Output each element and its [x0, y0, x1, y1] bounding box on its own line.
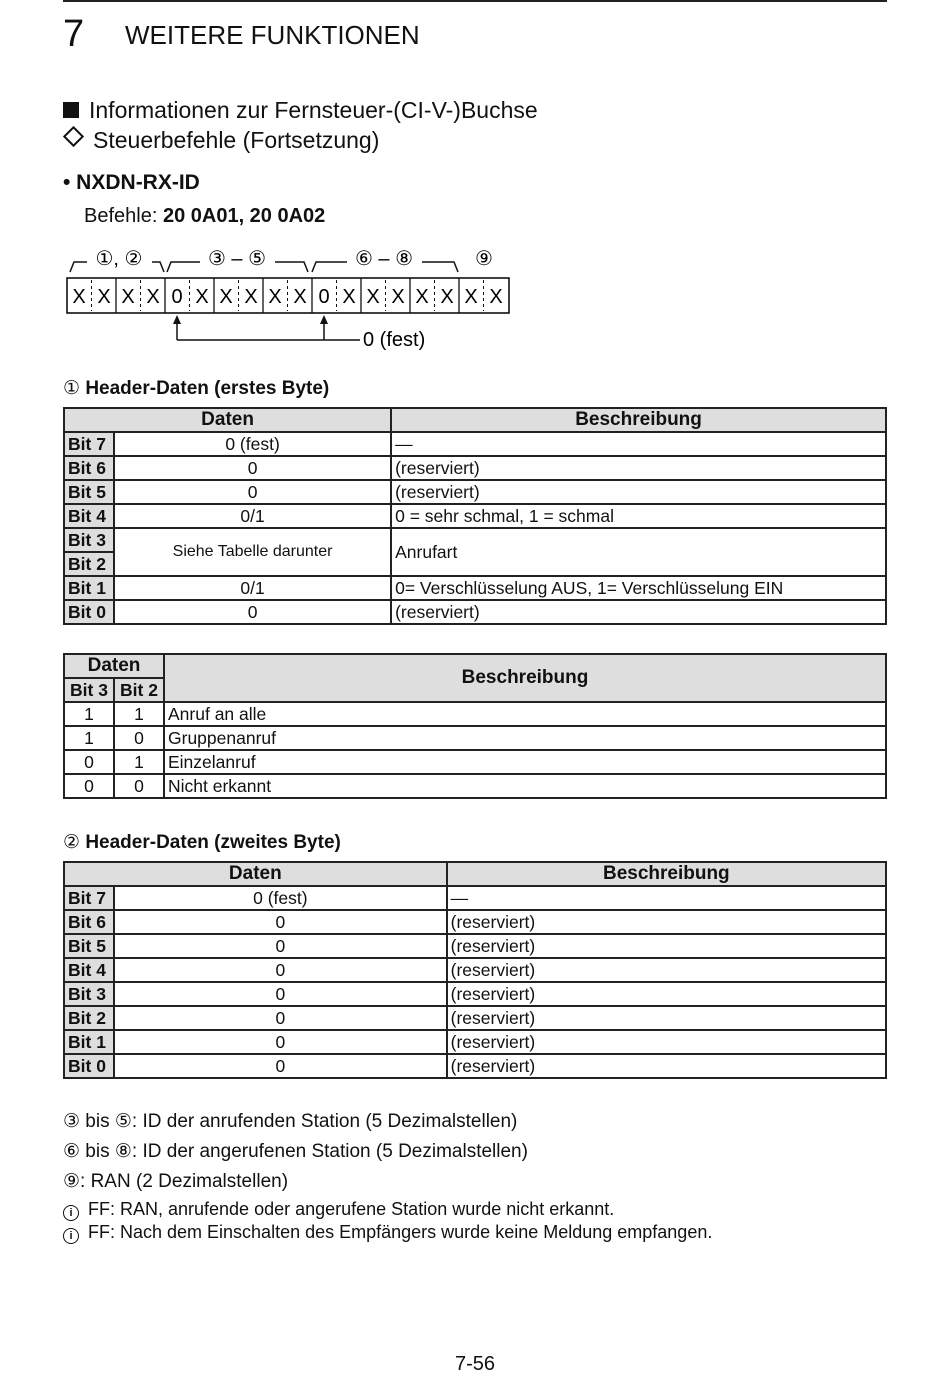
bit-desc: (reserviert): [391, 456, 886, 480]
call-type-table: [63, 653, 887, 799]
section-title: [63, 96, 538, 124]
info-note-1: [63, 1198, 614, 1221]
bit-label: Bit 2: [64, 552, 114, 576]
bit-desc: (reserviert): [447, 910, 886, 934]
col-daten: Daten: [64, 408, 391, 432]
table-row: [64, 1006, 886, 1030]
bit-value: 0: [114, 1006, 447, 1030]
bit-label: Bit 1: [64, 1030, 114, 1054]
bit2-value: 0: [114, 726, 164, 750]
bit-desc: 0= Verschlüsselung AUS, 1= Verschlüsselung EIN: [391, 576, 886, 600]
table-row: [64, 1030, 886, 1054]
byte-cell: X: [121, 286, 135, 308]
byte-cell: X: [97, 286, 111, 308]
bit3-value: 0: [64, 750, 114, 774]
fixed-label: 0 (fest): [363, 329, 426, 351]
bit-value: 0: [114, 480, 391, 504]
table-row: [64, 982, 886, 1006]
bracket-group3-left: [312, 262, 347, 272]
col-bit3: Bit 3: [64, 678, 114, 702]
byte-cell: X: [72, 286, 86, 308]
byte-cell: X: [489, 286, 503, 308]
bit-desc: (reserviert): [447, 1006, 886, 1030]
byte-cell: X: [293, 286, 307, 308]
bit-label: Bit 4: [64, 504, 114, 528]
group4-label: ⑨: [475, 248, 493, 270]
table-row: [64, 600, 886, 624]
bit-desc: (reserviert): [447, 982, 886, 1006]
byte-separators: [116, 278, 459, 313]
table1-title-text: Header-Daten (erstes Byte): [85, 378, 330, 399]
byte-cell: X: [342, 286, 356, 308]
byte-cell: X: [268, 286, 282, 308]
bit3-value: 1: [64, 702, 114, 726]
table1-title-circle: ①: [63, 378, 81, 399]
group1-label: ①, ②: [95, 248, 143, 270]
header-rule: [63, 0, 887, 2]
table3-title: [63, 831, 341, 855]
byte-cell: X: [195, 286, 209, 308]
bit-value: 0: [114, 910, 447, 934]
bit-desc: —: [391, 432, 886, 456]
table-row: [64, 910, 886, 934]
bit-desc: —: [447, 886, 886, 910]
bit-value: 0: [114, 958, 447, 982]
col-beschreibung: Beschreibung: [164, 654, 886, 702]
bit3-value: 0: [64, 774, 114, 798]
bit-desc: 0 = sehr schmal, 1 = schmal: [391, 504, 886, 528]
page-number: 7-56: [454, 1353, 496, 1375]
bit-label: Bit 0: [64, 1054, 114, 1078]
bit-value: 0: [114, 934, 447, 958]
bit-desc: Anrufart: [391, 528, 886, 576]
table-row: [64, 958, 886, 982]
info-note-text: FF: Nach dem Einschalten des Empfängers wurde keine Meldung empfangen.: [88, 1222, 713, 1242]
section-title-text: Informationen zur Fernsteuer-(CI-V-)Buchse: [89, 97, 538, 123]
table-row: [64, 576, 886, 600]
info-icon: i: [63, 1205, 79, 1221]
col-bit2: Bit 2: [114, 678, 164, 702]
command-codes: 20 0A01, 20 0A02: [162, 205, 326, 227]
bit-label: Bit 1: [64, 576, 114, 600]
byte-cell: X: [146, 286, 160, 308]
table-row: [64, 774, 886, 798]
col-beschreibung: Beschreibung: [391, 408, 886, 432]
bit-desc: (reserviert): [447, 958, 886, 982]
table-row: [64, 726, 886, 750]
info-note-text: FF: RAN, anrufende oder angerufene Station wurde nicht erkannt.: [88, 1199, 615, 1219]
byte-cell: X: [391, 286, 405, 308]
bit-label: Bit 0: [64, 600, 114, 624]
call-type-desc: Anruf an alle: [164, 702, 886, 726]
bit-label: Bit 7: [64, 432, 114, 456]
col-daten: Daten: [64, 862, 447, 886]
byte-cell: X: [219, 286, 233, 308]
header-byte2-table: [63, 861, 887, 1079]
call-type-desc: Gruppenanruf: [164, 726, 886, 750]
black-square-icon: [63, 102, 79, 118]
section-subtitle-text: Steuerbefehle (Fortsetzung): [93, 127, 380, 153]
bit2-value: 1: [114, 750, 164, 774]
byte-cell: X: [415, 286, 429, 308]
arrow-head-2: [320, 315, 328, 324]
bracket-group2-left: [167, 262, 200, 272]
table-row: [64, 528, 886, 552]
bit-label: Bit 6: [64, 910, 114, 934]
bit3-value: 1: [64, 726, 114, 750]
info-note-2: [63, 1221, 712, 1244]
bit-value: 0: [114, 1030, 447, 1054]
group3-label: ⑥ – ⑧: [354, 248, 414, 270]
note-ran: ⑨: RAN (2 Dezimalstellen): [63, 1171, 289, 1192]
bit-label: Bit 3: [64, 982, 114, 1006]
bit-value: 0/1: [114, 504, 391, 528]
table-row: [64, 750, 886, 774]
table-row: [64, 432, 886, 456]
bit-value: 0/1: [114, 576, 391, 600]
command-name: • NXDN-RX-ID: [63, 171, 200, 194]
call-type-desc: Nicht erkannt: [164, 774, 886, 798]
table1-title: [63, 377, 329, 401]
byte-cell: 0: [171, 286, 183, 308]
bit-desc: (reserviert): [391, 600, 886, 624]
table-row: [64, 886, 886, 910]
bit-value: 0 (fest): [114, 432, 391, 456]
byte-cell: X: [366, 286, 380, 308]
bit-desc: (reserviert): [447, 934, 886, 958]
table-row: [64, 702, 886, 726]
section-subtitle: [63, 126, 379, 154]
bit-value: Siehe Tabelle darunter: [114, 528, 391, 576]
fixed-zero-arrows: [177, 320, 360, 340]
bracket-group2-right: [275, 262, 308, 272]
command-line: [84, 203, 325, 229]
bit-value: 0: [114, 456, 391, 480]
bit-label: Bit 3: [64, 528, 114, 552]
call-type-desc: Einzelanruf: [164, 750, 886, 774]
bit2-value: 1: [114, 702, 164, 726]
bit2-value: 0: [114, 774, 164, 798]
col-daten: Daten: [64, 654, 164, 678]
byte-cell: 0: [318, 286, 330, 308]
table-row: [64, 1054, 886, 1078]
chapter-title: WEITERE FUNKTIONEN: [125, 20, 420, 50]
byte-cell: X: [464, 286, 478, 308]
bit-label: Bit 4: [64, 958, 114, 982]
diamond-outline-icon: [63, 126, 84, 147]
bracket-group3-right: [422, 262, 458, 272]
note-called-id: ⑥ bis ⑧: ID der angerufenen Station (5 Dezimalstellen): [63, 1141, 528, 1162]
byte-layout-diagram: [62, 238, 522, 354]
table3-title-text: Header-Daten (zweites Byte): [85, 832, 341, 853]
bracket-group1-right: [152, 262, 164, 272]
command-prefix: Befehle:: [84, 205, 163, 227]
group2-label: ③ – ⑤: [207, 248, 267, 270]
bit-value: 0: [114, 600, 391, 624]
bit-desc: (reserviert): [447, 1054, 886, 1078]
bit-desc: (reserviert): [391, 480, 886, 504]
table-row: [64, 934, 886, 958]
bit-value: 0: [114, 982, 447, 1006]
table3-title-circle: ②: [63, 832, 81, 853]
info-icon: i: [63, 1228, 79, 1244]
table-row: [64, 504, 886, 528]
col-beschreibung: Beschreibung: [447, 862, 886, 886]
header-byte1-table: [63, 407, 887, 625]
table-row: [64, 480, 886, 504]
byte-cell: X: [440, 286, 454, 308]
bit-label: Bit 5: [64, 934, 114, 958]
bit-value: 0: [114, 1054, 447, 1078]
arrow-head-1: [173, 315, 181, 324]
bit-value: 0 (fest): [114, 886, 447, 910]
bit-label: Bit 7: [64, 886, 114, 910]
bit-label: Bit 5: [64, 480, 114, 504]
note-caller-id: ③ bis ⑤: ID der anrufenden Station (5 Dezimalstellen): [63, 1111, 518, 1132]
byte-cell: X: [244, 286, 258, 308]
bit-label: Bit 6: [64, 456, 114, 480]
bracket-group1-left: [70, 262, 87, 272]
chapter-number: 7: [63, 13, 85, 55]
bit-desc: (reserviert): [447, 1030, 886, 1054]
bit-label: Bit 2: [64, 1006, 114, 1030]
table-row: [64, 456, 886, 480]
